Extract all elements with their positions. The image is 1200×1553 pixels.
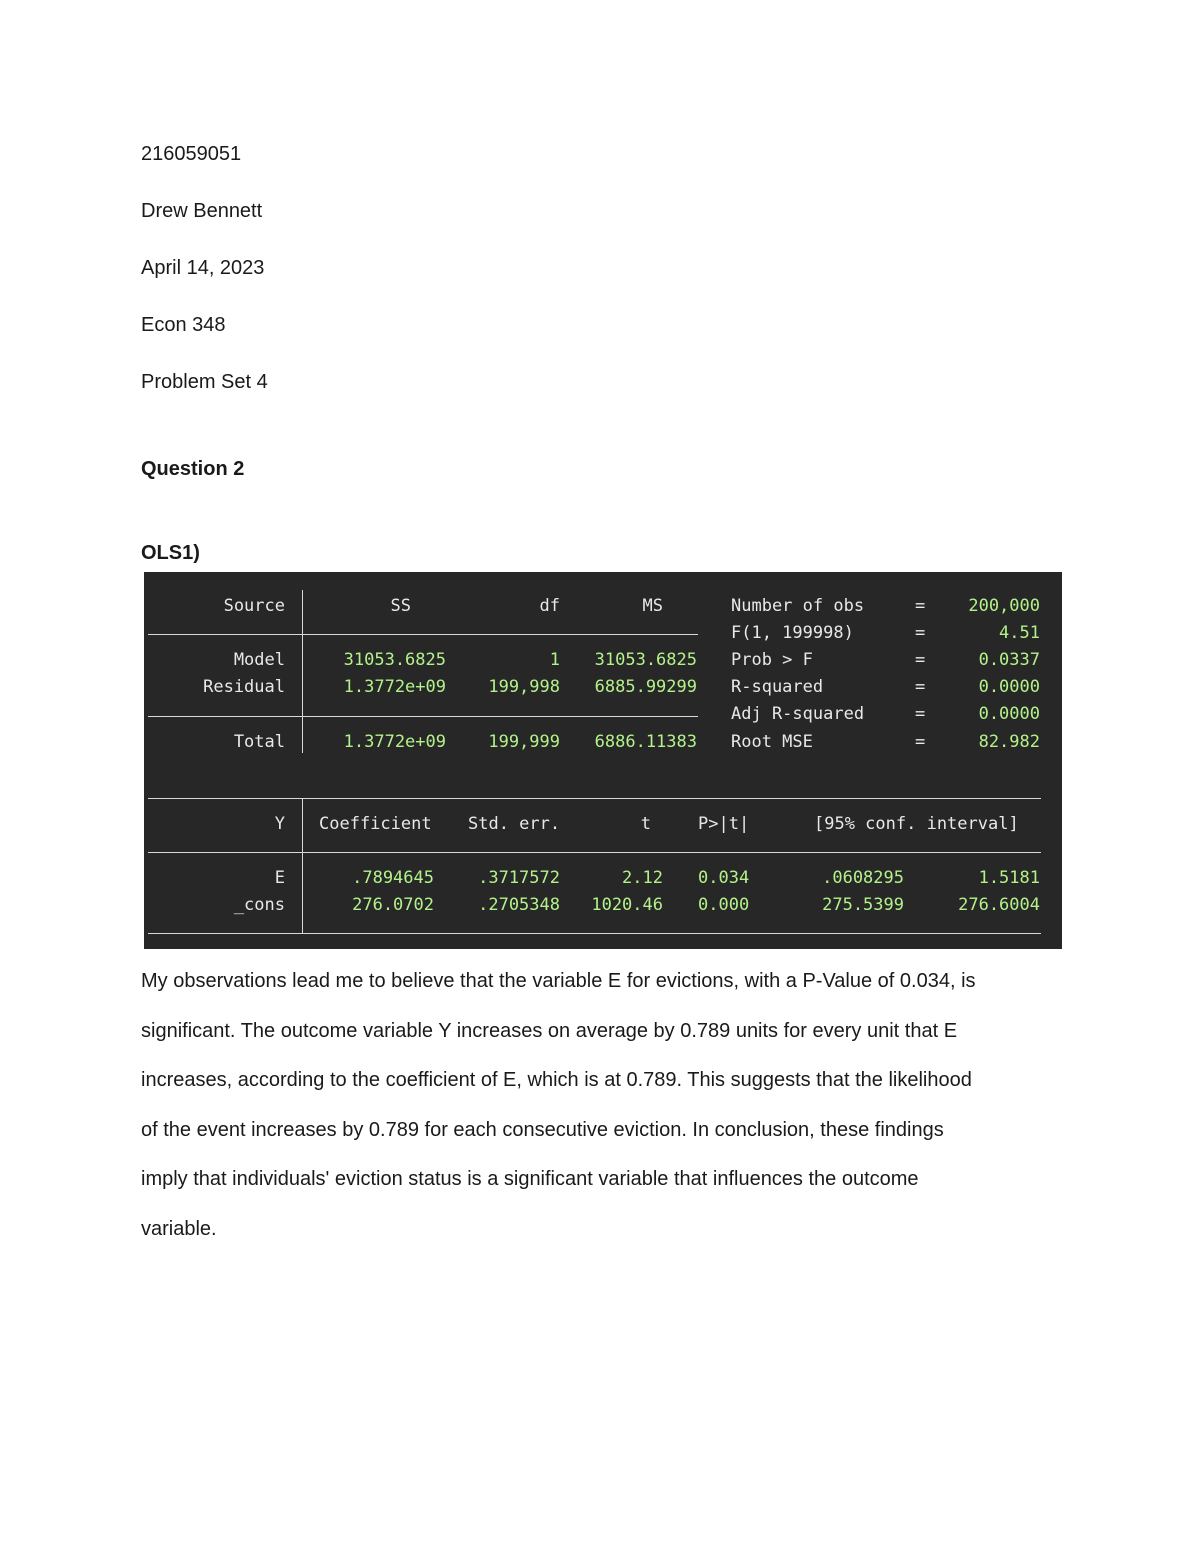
coef-value: .7894645 <box>352 868 434 888</box>
coef-header-p: P>|t| <box>698 814 750 834</box>
stat-label: R-squared <box>731 677 824 697</box>
coef-ci-low: .0608295 <box>822 868 904 888</box>
student-name: Drew Bennett <box>141 200 263 222</box>
anova-ms: 6885.99299 <box>594 677 697 697</box>
coef-header-ci: [95% conf. interval] <box>814 814 1019 834</box>
coef-var: _cons <box>233 895 285 915</box>
anova-ms: 6886.11383 <box>594 732 697 752</box>
anova-ss: 31053.6825 <box>343 650 446 670</box>
stat-label: Root MSE <box>731 732 813 752</box>
stat-value: 82.982 <box>978 732 1040 752</box>
anova-rule <box>148 716 698 717</box>
anova-header-df: df <box>539 596 560 616</box>
course: Econ 348 <box>141 314 226 336</box>
stat-label: F(1, 199998) <box>731 623 854 643</box>
stat-value: 4.51 <box>999 623 1040 643</box>
stat-eq: = <box>915 732 926 752</box>
coef-ci-high: 1.5181 <box>978 868 1040 888</box>
stat-value: 200,000 <box>968 596 1040 616</box>
paragraph-line: significant. The outcome variable Y increases on average by 0.789 units for every unit that E <box>141 1019 958 1042</box>
anova-ss: 1.3772e+09 <box>343 732 446 752</box>
coef-t: 1020.46 <box>591 895 663 915</box>
section-heading: OLS1) <box>141 542 200 564</box>
stat-eq: = <box>915 704 926 724</box>
paragraph-line: increases, according to the coefficient of E, which is at 0.789. This suggests that the likelihood <box>141 1069 972 1092</box>
coef-ci-low: 275.5399 <box>822 895 904 915</box>
anova-df: 1 <box>549 650 560 670</box>
paragraph-line: variable. <box>141 1217 217 1240</box>
coef-header-se: Std. err. <box>468 814 561 834</box>
stat-label: Prob > F <box>731 650 813 670</box>
coef-bottom-rule <box>148 933 1041 934</box>
coef-header-var: Y <box>274 814 285 834</box>
coef-header-t: t <box>640 814 651 834</box>
paragraph-line: My observations lead me to believe that the variable E for evictions, with a P-Value of 0.034, is <box>141 970 976 992</box>
coef-var: E <box>274 868 285 888</box>
anova-rule <box>148 634 698 635</box>
coef-se: .3717572 <box>478 868 560 888</box>
coef-t: 2.12 <box>622 868 663 888</box>
stat-label: Number of obs <box>731 596 865 616</box>
paragraph-line: imply that individuals' eviction status is a significant variable that influences the outcome <box>141 1168 919 1191</box>
regression-output-screenshot <box>144 572 1062 949</box>
stat-eq: = <box>915 677 926 697</box>
anova-divider-vertical <box>302 590 303 753</box>
anova-ms: 31053.6825 <box>594 650 697 670</box>
coef-p: 0.034 <box>698 868 750 888</box>
anova-source: Model <box>233 650 285 670</box>
stat-value: 0.0337 <box>978 650 1040 670</box>
stat-eq: = <box>915 623 926 643</box>
interpretation-paragraph <box>141 957 1061 1255</box>
coef-value: 276.0702 <box>352 895 434 915</box>
anova-source: Residual <box>203 677 285 697</box>
stat-value: 0.0000 <box>978 677 1040 697</box>
stat-eq: = <box>915 596 926 616</box>
coef-top-rule <box>148 798 1041 799</box>
stat-value: 0.0000 <box>978 704 1040 724</box>
date: April 14, 2023 <box>141 257 265 279</box>
coef-divider-vertical <box>302 799 303 933</box>
anova-header-ms: MS <box>642 596 663 616</box>
student-id: 216059051 <box>141 143 242 165</box>
coef-ci-high: 276.6004 <box>958 895 1040 915</box>
stat-label: Adj R-squared <box>731 704 865 724</box>
question-heading: Question 2 <box>141 458 245 480</box>
anova-df: 199,998 <box>488 677 560 697</box>
anova-header-ss: SS <box>390 596 411 616</box>
anova-df: 199,999 <box>488 732 560 752</box>
coef-header-coef: Coefficient <box>319 814 432 834</box>
coef-header-rule <box>148 852 1041 853</box>
stat-eq: = <box>915 650 926 670</box>
anova-source: Total <box>233 732 285 752</box>
paragraph-line: of the event increases by 0.789 for each consecutive eviction. In conclusion, these findings <box>141 1118 944 1141</box>
anova-header-source: Source <box>223 596 285 616</box>
anova-ss: 1.3772e+09 <box>343 677 446 697</box>
assignment-title: Problem Set 4 <box>141 371 268 393</box>
coef-se: .2705348 <box>478 895 560 915</box>
coef-p: 0.000 <box>698 895 750 915</box>
